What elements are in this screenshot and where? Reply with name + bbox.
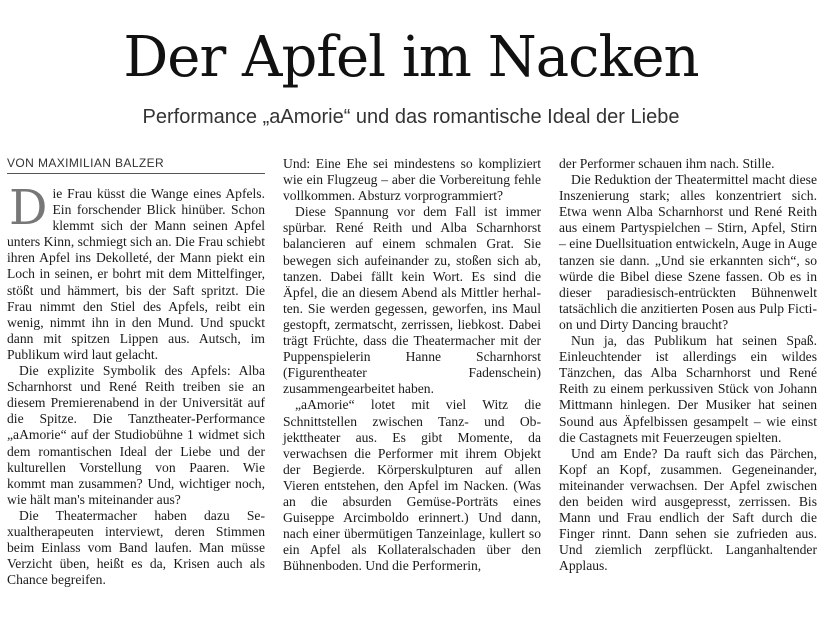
byline: VON MAXIMILIAN BALZER bbox=[7, 156, 265, 174]
paragraph: der Performer schauen ihm nach. Stille. bbox=[559, 156, 775, 171]
article-column-2 bbox=[283, 156, 541, 574]
paragraph: „aAmorie“ lotet mit viel Witz die Schnittstellen zwischen Tanz- und Objekttheater aus. Es gibt Momente, da verwachsen die Performer mit ihrem Objekt der Begierde. Körperskulpturen auf allen Vieren entstehen, den Apfel im Nacken. (Was an die absurden Gemüse-Porträts eines Guiseppe Arcimboldo erinnert.) Und dann, nach einer übermütigen Tanzeinlage, kullert so ein Apfel als Kollateralschaden über den Bühnenboden. Und die Performerin, bbox=[283, 397, 541, 574]
paragraph: Die Reduktion der Theatermittel macht diese Inszenierung stark; alles konzentriert sich. Etwa wenn Alba Scharnhorst und René Reith aus einem Partyspielchen – Stirn, Apfel, Stirn – eine Duellsituation entwickeln, Auge in Auge tanzen sie dann. „Und sie erkannten sich“, so würde die Bibel diese Szene fassen. Ob es in dieser paradiesisch-entrückten Bühnenwelt tatsächlich die anzitierten Posen aus Pulp Fiction und Dirty Dancing braucht? bbox=[559, 172, 817, 332]
paragraph: Und: Eine Ehe sei mindestens so kompliziert wie ein Flugzeug – aber die Vorbereitung fehle vollkommen. Absturz vorprogrammiert? bbox=[283, 156, 541, 204]
lead-text: ie Frau küsst die Wange eines Apfels. Ein forschender Blick hinüber. Schon klemmt sich der Mann seinen Apfel unters Kinn, schmiegt sich an. Die Frau schiebt ihren Apfel ins Dekolleté, der Mann piekt ein Loch in seinen, er bohrt mit dem Mittelfinger, stößt und hämmert, bis der Saft spritzt. Die Frau nimmt den Stiel des Apfels, reibt ein wenig, nimmt ihn in den Mund. Und spuckt dann mit spitzen Lippen aus. Autsch, im Publikum wird laut gelacht. bbox=[7, 186, 265, 362]
lead-paragraph bbox=[7, 180, 265, 363]
article-column-1 bbox=[7, 156, 265, 588]
paragraph: Diese Spannung vor dem Fall ist immer spürbar. René Reith und Alba Scharnhorst balancieren auf einem schmalen Grat. Sie bewegen sich aufeinander zu, stoßen sich ab, tanzen. Dabei fällt kein Wort. Es sind die Äpfel, die an diesem Abend als Mittler herhalten. Sie werden gegessen, geworfen, ins Maul gestopft, zermatscht, zerrissen, liebkost. Dabei trägt Früchte, dass die Theatermacher mit der Puppenspielerin Hanne Scharnhorst (Figurentheater Fadenschein) zusammengearbeitet haben. bbox=[283, 204, 541, 397]
paragraph: Die explizite Symbolik des Apfels: Alba Scharnhorst und René Reith treiben sie an diesem Premierenabend in der Universität auf die Spitze. Die Tanztheater-Performance „aAmorie“ auf der Studiobühne 1 widmet sich dem romantischen Ideal der Liebe und der kulturellen Vorstellung von Paaren. Wie kommt man zusammen? Und, wichtiger noch, wie hält man's miteinander aus? bbox=[7, 363, 265, 507]
paragraph: Die Theatermacher haben dazu Sexualtherapeuten interviewt, deren Stimmen beim Einlass vom Band laufen. Man müsse Verzicht üben, heißt es da, Krisen auch als Chance begreifen. bbox=[7, 507, 265, 588]
headline: Der Apfel im Nacken bbox=[123, 25, 699, 90]
paragraph: Und am Ende? Da rauft sich das Pärchen, Kopf an Kopf, zusammen. Gegeneinander, miteinander verwachsen. Der Apfel zwischen den beiden wird ausgepresst, zerrissen. Bis Mann und Frau endlich der Saft durch die Finger rinnt. Dann sehen sie zufrieden aus. Und ziemlich zerpflückt. Langanhaltender Applaus. bbox=[559, 445, 817, 574]
subheadline: Performance „aAmorie“ und das romantische Ideal der Liebe bbox=[142, 106, 680, 128]
drop-cap: D bbox=[9, 180, 48, 236]
article-column-3 bbox=[559, 156, 817, 574]
paragraph: Nun ja, das Publikum hat seinen Spaß. Einleuchtender ist allerdings ein wildes Tänzchen, das Alba Scharnhorst und René Reith zu einem perkussiven Stück von Johann Mittmann hinlegen. Der Musiker hat seinen Sound aus Äpfelbissen gesampelt – wie einst die Castagnets mit Feuerzeugen spielten. bbox=[559, 333, 817, 445]
